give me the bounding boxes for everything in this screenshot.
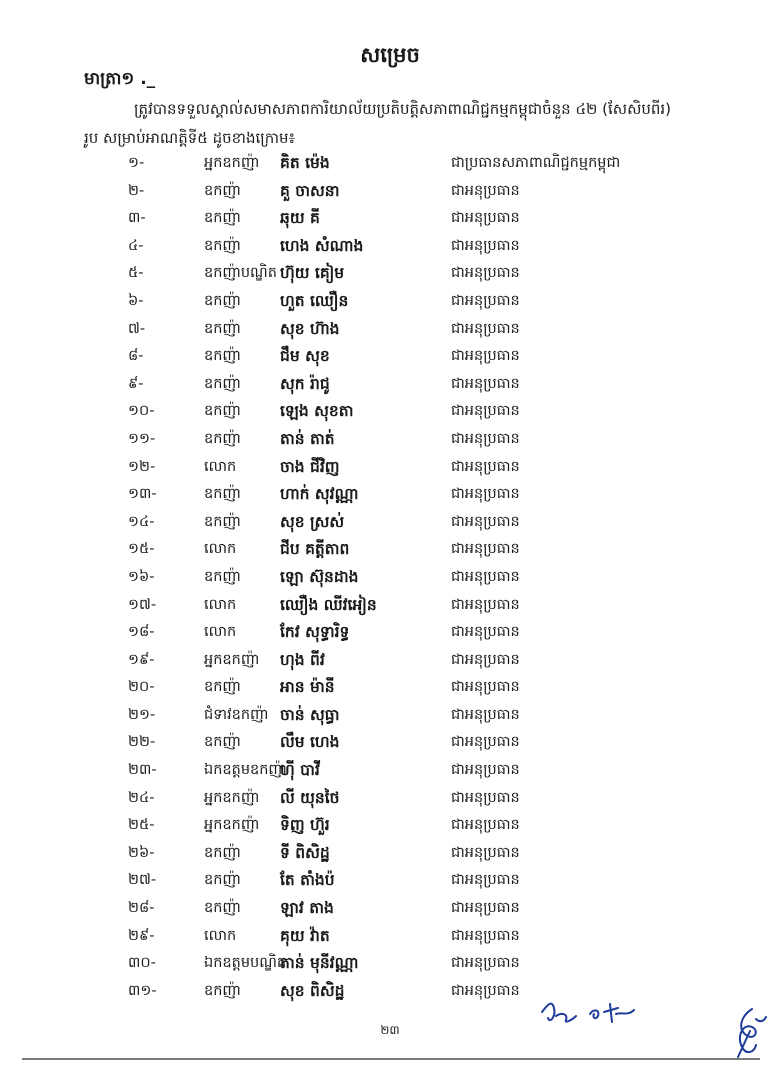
member-row	[0, 426, 780, 454]
member-number: ២០-	[128, 679, 155, 696]
member-number: ១-	[128, 155, 145, 171]
member-role: ជាអនុប្រធាន	[451, 458, 520, 475]
member-role: ជាអនុប្រធាន	[451, 486, 520, 503]
member-row	[0, 647, 780, 675]
member-row	[0, 923, 780, 951]
member-row	[0, 371, 780, 399]
member-role: ជាអនុប្រធាន	[451, 568, 520, 585]
member-row	[0, 481, 780, 509]
member-title: អ្នកឧកញ៉ា	[204, 651, 260, 668]
member-number: ៩-	[128, 375, 144, 392]
member-title: ឧកញ៉ា	[204, 292, 241, 309]
member-name: ហ៊ី បាវី	[280, 761, 320, 780]
member-role: ជាអនុប្រធាន	[451, 596, 520, 613]
member-name: ទិញ ហ៊ួរ	[280, 816, 330, 835]
member-number: ១៨-	[128, 624, 155, 641]
member-number: ២១-	[128, 706, 156, 723]
member-row	[0, 454, 780, 482]
member-number: ២៤-	[128, 789, 155, 806]
member-role: ជាអនុប្រធាន	[451, 182, 520, 199]
intro-line-1: ត្រូវបានទទួលស្គាល់សមាសភាពការិយាល័យប្រតិបត្តិសភាពាណិជ្ជកម្មកម្ពុជាចំនួន ៤២ (សែសិបពីរ)	[134, 100, 672, 118]
member-title: ឧកញ៉ា	[204, 237, 241, 254]
member-role: ជាអនុប្រធាន	[451, 927, 520, 944]
member-row	[0, 343, 780, 371]
member-name: លី យុនថៃ	[280, 788, 340, 807]
page-title: សម្រេច	[360, 43, 420, 67]
member-row	[0, 812, 780, 840]
member-row	[0, 785, 780, 813]
member-name: ចាង ជីវិញ	[280, 457, 340, 476]
member-number: ១៩-	[128, 651, 155, 668]
member-role: ជាអនុប្រធាន	[451, 734, 520, 751]
member-title: ឯកឧត្តមឧកញ៉ា	[204, 762, 287, 779]
member-name: សុខ ហ៊ាង	[280, 319, 340, 338]
member-number: ២៩-	[128, 927, 155, 944]
page-number: ២៣	[380, 1023, 400, 1037]
member-name: ហុង ពីវ	[280, 650, 325, 669]
member-number: ៣១-	[128, 982, 157, 999]
member-role: ជាអនុប្រធាន	[451, 348, 520, 365]
member-name: ឡេង សុខតា	[280, 402, 354, 421]
member-row	[0, 178, 780, 206]
member-number: ១៥-	[128, 541, 155, 558]
member-role: ជាអនុប្រធាន	[451, 541, 520, 558]
member-number: ១១-	[128, 430, 156, 447]
member-role: ជាអនុប្រធាន	[451, 265, 520, 282]
member-title: ឧកញ៉ា	[204, 320, 241, 337]
member-number: ២៣-	[128, 762, 157, 779]
member-list	[0, 150, 780, 1005]
article-heading: មាត្រា១ ._	[84, 69, 156, 89]
member-number: ១២-	[128, 458, 156, 475]
member-row	[0, 978, 780, 1006]
member-title: ឧកញ៉ា	[204, 734, 241, 751]
member-row	[0, 205, 780, 233]
member-name: គួ ចាសនា	[280, 181, 340, 200]
member-name: តាន់ តាត់	[280, 429, 335, 448]
member-row	[0, 674, 780, 702]
member-number: ៥-	[128, 265, 144, 282]
member-role: ជាអនុប្រធាន	[451, 513, 520, 530]
member-role: ជាប្រធានសភាពាណិជ្ជកម្មកម្ពុជា	[451, 155, 621, 171]
member-title: ឧកញ៉ា	[204, 679, 241, 696]
member-row	[0, 398, 780, 426]
member-row	[0, 950, 780, 978]
member-title: ឧកញ៉ា	[204, 348, 241, 365]
member-title: អ្នកឧកញ៉ា	[204, 789, 260, 806]
member-number: ១០-	[128, 403, 155, 420]
member-role: ជាអនុប្រធាន	[451, 624, 520, 641]
member-title: ឧកញ៉ា	[204, 403, 241, 420]
member-title: ឧកញ៉ា	[204, 513, 241, 530]
member-title: ឧកញ៉ា	[204, 844, 241, 861]
member-role: ជាអនុប្រធាន	[451, 430, 520, 447]
member-role: ជាអនុប្រធាន	[451, 955, 520, 972]
member-row	[0, 895, 780, 923]
member-role: ជាអនុប្រធាន	[451, 706, 520, 723]
member-title: ឧកញ៉ា	[204, 900, 241, 917]
member-role: ជាអនុប្រធាន	[451, 844, 520, 861]
member-role: ជាអនុប្រធាន	[451, 237, 520, 254]
member-row	[0, 536, 780, 564]
member-name: អាន ម៉ានី	[280, 678, 335, 697]
member-number: ១៤-	[128, 513, 155, 530]
member-role: ជាអនុប្រធាន	[451, 817, 520, 834]
member-name: ហេង សំណាង	[280, 236, 364, 255]
member-name: លឹម ហេង	[280, 733, 340, 752]
member-name: ហ៊ុយ គៀម	[280, 264, 345, 283]
member-row	[0, 840, 780, 868]
member-role: ជាអនុប្រធាន	[451, 762, 520, 779]
member-row	[0, 619, 780, 647]
member-title: ឧកញ៉ា	[204, 182, 241, 199]
member-name: ហួត ឈឿន	[280, 291, 349, 310]
member-role: ជាអនុប្រធាន	[451, 872, 520, 889]
member-title: ឧកញ៉ា	[204, 210, 241, 227]
member-row	[0, 564, 780, 592]
intro-line-2: រូប សម្រាប់អាណត្តិទី៥ ដូចខាងក្រោម៖	[84, 129, 296, 147]
member-title: ឧកញ៉ា	[204, 872, 241, 889]
member-row	[0, 288, 780, 316]
member-title: លោក	[204, 927, 237, 944]
member-title: ឧកញ៉ា	[204, 375, 241, 392]
member-name: គុយ វ៉ាត	[280, 926, 330, 945]
member-number: ៣-	[128, 210, 146, 227]
member-name: សុខ ស្រស់	[280, 512, 345, 531]
member-title: ឧកញ៉ាបណ្ឌិត	[204, 265, 277, 282]
member-title: លោក	[204, 541, 237, 558]
member-row	[0, 509, 780, 537]
member-name: ឆុយ គី	[280, 209, 320, 228]
member-row	[0, 150, 780, 178]
member-number: ២៦-	[128, 844, 155, 861]
member-title: អ្នកឧកញ៉ា	[204, 155, 260, 171]
member-name: ជឹម សុខ	[280, 347, 330, 366]
member-title: ឧកញ៉ា	[204, 430, 241, 447]
member-name: ឡោ ស៊ុនដាង	[280, 567, 359, 586]
member-role: ជាអនុប្រធាន	[451, 210, 520, 227]
member-number: ២-	[128, 182, 145, 199]
member-name: សុខ ពិសិដ្ឋ	[280, 981, 345, 1000]
member-role: ជាអនុប្រធាន	[451, 292, 520, 309]
member-row	[0, 592, 780, 620]
member-role: ជាអនុប្រធាន	[451, 982, 520, 999]
footer-divider	[22, 1058, 760, 1060]
member-role: ជាអនុប្រធាន	[451, 403, 520, 420]
member-role: ជាអនុប្រធាន	[451, 679, 520, 696]
member-name: គិត ម៉េង	[280, 154, 330, 172]
member-name: ឡាវ តាង	[280, 899, 334, 918]
member-title: លោក	[204, 596, 237, 613]
member-number: ១៣-	[128, 486, 157, 503]
member-row	[0, 702, 780, 730]
member-row	[0, 757, 780, 785]
member-name: ឈឿង ឈីវអៀន	[280, 595, 377, 614]
member-title: លោក	[204, 624, 237, 641]
member-row	[0, 233, 780, 261]
member-name: ហាក់ សុវណ្ណា	[280, 485, 359, 504]
member-role: ជាអនុប្រធាន	[451, 789, 520, 806]
member-number: ៦-	[128, 292, 144, 309]
member-title: លោក	[204, 458, 237, 475]
member-name: ចាន់ សុធ្ធា	[280, 705, 340, 724]
member-number: ៨-	[128, 348, 144, 365]
member-row	[0, 316, 780, 344]
member-row	[0, 867, 780, 895]
member-row	[0, 729, 780, 757]
member-number: ៣០-	[128, 955, 156, 972]
member-number: ១៦-	[128, 568, 155, 585]
member-row	[0, 260, 780, 288]
member-title: ឧកញ៉ា	[204, 486, 241, 503]
member-name: សុក រ៉ាជូ	[280, 374, 330, 393]
member-role: ជាអនុប្រធាន	[451, 900, 520, 917]
member-number: ១៧-	[128, 596, 157, 613]
member-title: អ្នកឧកញ៉ា	[204, 817, 260, 834]
member-role: ជាអនុប្រធាន	[451, 651, 520, 668]
member-role: ជាអនុប្រធាន	[451, 320, 520, 337]
member-number: ២២-	[128, 734, 156, 751]
member-name: ជីប គត្តីតាព	[280, 540, 350, 559]
member-number: ៤-	[128, 237, 144, 254]
member-number: ៧-	[128, 320, 146, 337]
member-number: ២៥-	[128, 817, 155, 834]
member-title: ឯកឧត្តមបណ្ឌិត	[204, 955, 287, 972]
member-name: តែ តាំងប៉	[280, 871, 335, 890]
member-number: ២៨-	[128, 900, 155, 917]
member-title: ឧកញ៉ា	[204, 568, 241, 585]
member-name: ទី ពិសិដ្ឋ	[280, 843, 330, 862]
member-name: តាន់ មុនីវណ្ណា	[280, 954, 359, 973]
member-role: ជាអនុប្រធាន	[451, 375, 520, 392]
member-title: ជំទាវឧកញ៉ា	[204, 706, 269, 723]
member-name: កែវ សុទ្ធារិទ្ធ	[280, 623, 350, 642]
member-number: ២៧-	[128, 872, 157, 889]
member-title: ឧកញ៉ា	[204, 982, 241, 999]
